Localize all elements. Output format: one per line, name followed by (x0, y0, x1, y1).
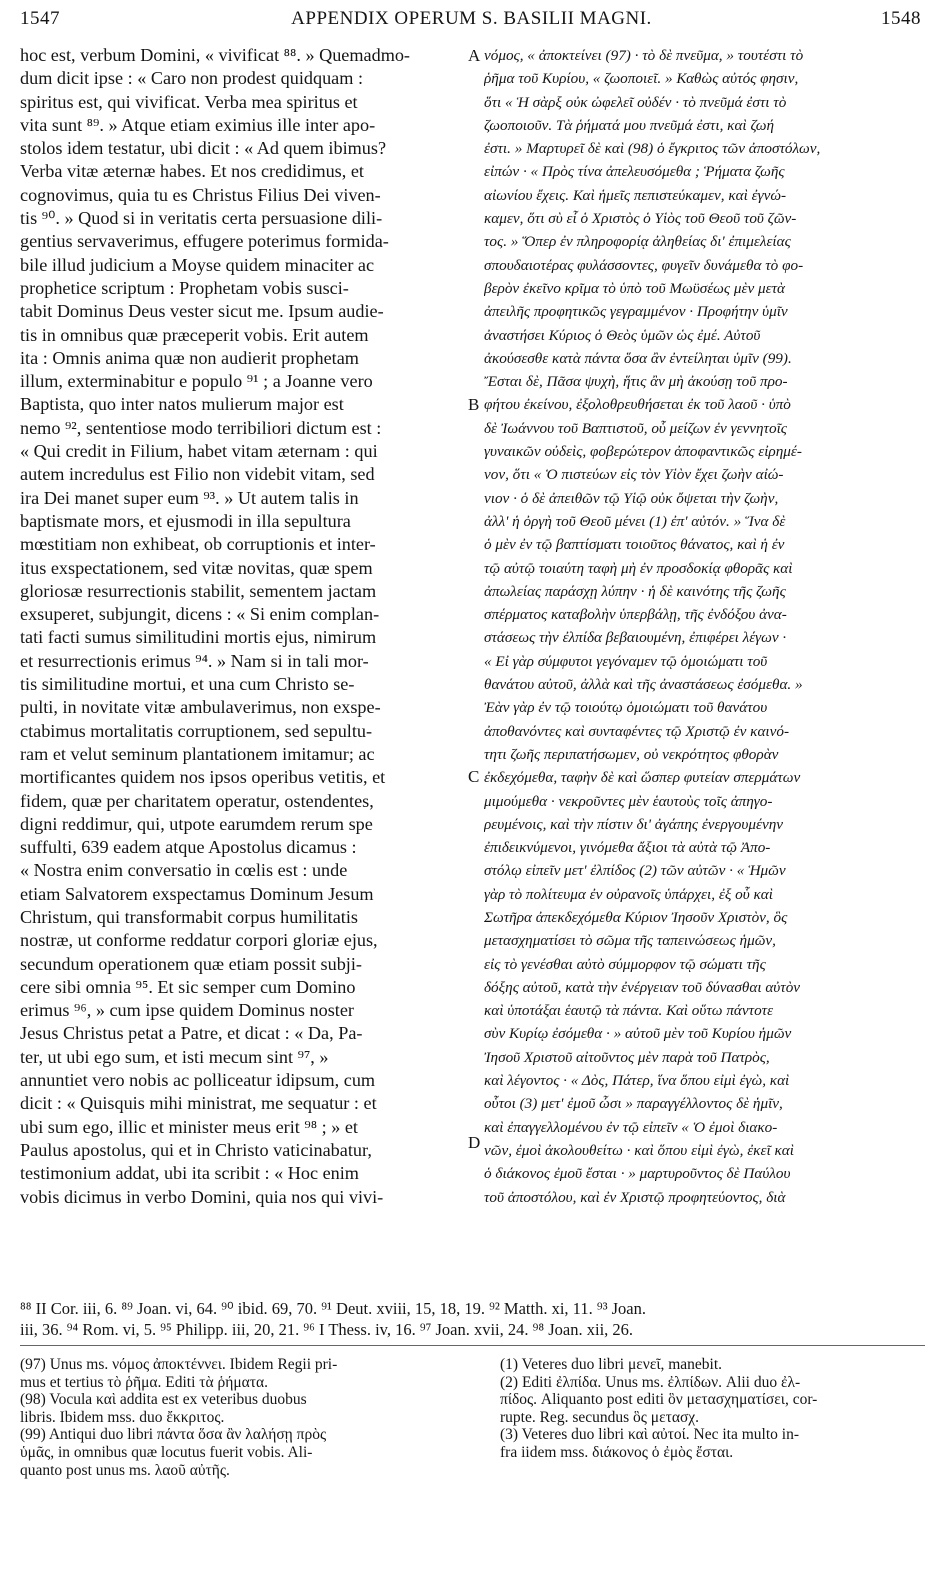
greek-text-line: δόξης αὐτοῦ, κατὰ τὴν ἐνέργειαν τοῦ δύνασθαι αὐτὸν (484, 978, 801, 996)
greek-text-line: σπέρματος καταβολὴν ὑπερβάλῃ, τῆς ἐνδόξου ἀνα- (484, 606, 787, 624)
greek-text-line: Ἰησοῦ Χριστοῦ αἰτοῦντος μὲν παρὰ τοῦ Πατρὸς, (484, 1048, 770, 1066)
greek-text-line: ἀπωλείας παράσχῃ λύπην · ἡ δὲ καινότης τῆς ζωῆς (484, 582, 786, 600)
latin-text-line: baptismate mors, et ejusmodi in illa sepultura (20, 510, 351, 531)
greek-text-line: οὗτοι (3) μετ' ἐμοῦ ὦσι » παραγγέλλοντος δὲ ἡμῖν, (484, 1095, 783, 1113)
note-line: rupte. Reg. secundus ὃς μετασχ. (500, 1408, 700, 1426)
greek-text-line: βερὸν ἐκεῖνο κρῖμα τὸ ὑπὸ τοῦ Μωϋσέως μὲν μετὰ (484, 279, 786, 297)
greek-text-line: ἀπειλῆς προφητικῶς γεγραμμένον · Προφήτην ὑμῖν (484, 303, 788, 321)
greek-text-line: ἐκδεχόμεθα, ταφὴν δὲ καὶ ὥσπερ φυτείαν σπερμάτων (484, 769, 801, 787)
greek-text-line: ἐστι. » Μαρτυρεῖ δὲ καὶ (98) ὁ ἔγκριτος τῶν ἀποστόλων, (484, 140, 821, 158)
latin-text-line: tabit Dominus Deus vester sicut me. Ipsum audie- (20, 301, 384, 322)
greek-text-line: τος. » Ὅπερ ἐν πληροφορίᾳ ἀληθείας δι' ἐπιμελείας (484, 233, 791, 251)
margin-marker-b: B (468, 395, 480, 414)
greek-text-line: φήτου ἐκείνου, ἐξολοθρευθήσεται ἐκ τοῦ λαοῦ · ὑπὸ (484, 396, 791, 414)
greek-text-line: δὲ Ἰωάννου τοῦ Βαπτιστοῦ, οὗ μείζων ἐν γεννητοῖς (484, 419, 787, 437)
note-line: (99) Antiqui duo libri πάντα ὅσα ἂν λαλήσῃ πρὸς (20, 1426, 327, 1444)
greek-text-line: νον, ὅτι « Ὁ πιστεύων εἰς τὸν Υἱὸν ἔχει ζωὴν αἰώ- (484, 466, 784, 484)
greek-text-line: ὅτι « Ἡ σὰρξ οὐκ ὠφελεῖ οὐδέν · τὸ πνεῦμά ἐστι τὸ (484, 93, 787, 111)
latin-text-line: mortificantes quidem nos ipsos operibus vetitis, et (20, 767, 386, 788)
note-line: ὑμᾶς, in omnibus quæ locutus fuerit vobis. Ali- (20, 1443, 313, 1461)
latin-text-line: ram et velut seminum plantationem imitamur; ac (20, 743, 375, 764)
note-line: libris. Ibidem mss. duo ἔκκριτος. (20, 1408, 225, 1426)
latin-text-line: dum dicit ipse : « Caro non prodest quidquam : (20, 68, 363, 89)
latin-text-line: itus exspectationem, sed vitæ novitas, quæ spem (20, 557, 373, 578)
latin-text-line: nemo ⁹², sententiose modo terribiliori dictum est : (20, 417, 382, 438)
latin-text-line: secundum operationem quæ etiam possit subji- (20, 953, 362, 974)
greek-text-line: ἀποθανόντες καὶ συνταφέντες τῷ Χριστῷ ἐν καινό- (484, 722, 790, 740)
latin-text-line: cere sibi omnia ⁹⁵. Et sic semper cum Domino (20, 976, 356, 997)
greek-text-line: Ἐὰν γὰρ ἐν τῷ τοιούτῳ ὁμοιώματι τοῦ θανάτου (484, 699, 768, 717)
margin-marker-c: C (468, 767, 480, 786)
margin-marker-d: D (468, 1133, 481, 1152)
greek-text-line: γὰρ τὸ πολίτευμα ἐν οὐρανοῖς ὑπάρχει, ἐξ οὗ καὶ (484, 885, 773, 903)
latin-text-line: cognovimus, quia tu es Christus Filius Dei viven- (20, 184, 381, 205)
latin-text-line: gloriosæ resurrectionis stabilit, sementem jactam (20, 580, 377, 601)
latin-text-line: fidem, quæ per charitatem operatur, ostendentes, (20, 790, 374, 811)
latin-text-line: « Qui credit in Filium, habet vitam æternam : qui (20, 441, 378, 462)
greek-text-line: μιμούμεθα · νεκροῦντες μὲν ἑαυτοὺς τοῖς ἀπηγο- (484, 792, 773, 810)
note-line: (98) Vocula καὶ addita est ex veteribus duobus (20, 1391, 307, 1409)
latin-text-line: Paulus apostolus, qui et in Christo vaticinabatur, (20, 1139, 372, 1160)
scripture-reference-line: iii, 36. ⁹⁴ Rom. vi, 5. ⁹⁵ Philipp. iii, 20, 21. ⁹⁶ I Thess. iv, 16. ⁹⁷ Joan. xvii, 24. ⁹⁸ Joan. xii, 26. (20, 1320, 634, 1339)
greek-text-line: σπουδαιοτέρας φυλάσσοντες, φυγεῖν δυνάμεθα τὸ φο- (484, 256, 804, 274)
greek-text-line: στάσεως τὴν ἐλπίδα βεβαιουμένη, ἐπιφέρει λέγων · (484, 629, 787, 647)
latin-text-line: hoc est, verbum Domini, « vivificat ⁸⁸. » Quemadmo- (20, 45, 410, 65)
greek-text-line: εἰς τὸ γενέσθαι αὐτὸ σύμμορφον τῷ σώματι τῆς (484, 955, 766, 973)
greek-text-line: αἰωνίου ἔχεις. Καὶ ἡμεῖς πεπιστεύκαμεν, καὶ ἐγνώ- (484, 186, 787, 204)
note-line: (2) Editi ἐλπίδα. Unus ms. ἐλπίδων. Alii duo ἐλ- (500, 1373, 801, 1391)
scripture-reference-line: ⁸⁸ II Cor. iii, 6. ⁸⁹ Joan. vi, 64. ⁹⁰ ibid. 69, 70. ⁹¹ Deut. xviii, 15, 18, 19. ⁹² Matth. xi, 11. ⁹³ Joan. (20, 1299, 647, 1318)
latin-text-line: testimonium addat, ubi ita scribit : « Hoc enim (20, 1163, 359, 1184)
greek-text-line: τοῦ ἀποστόλου, καὶ ἐν Χριστῷ προφητεύοντος, διὰ (484, 1188, 786, 1206)
latin-text-line: ter, ut ubi ego sum, et isti mecum sint ⁹⁷, » (20, 1046, 329, 1067)
greek-text-line: ὁ διάκονος ἐμοῦ ἔσται · » μαρτυροῦντος δὲ Παύλου (484, 1165, 791, 1183)
latin-text-line: dicit : « Quisquis mihi ministrat, me sequatur : et (20, 1093, 377, 1114)
running-title: APPENDIX OPERUM S. BASILII MAGNI. (291, 8, 652, 29)
latin-text-line: Jesus Christus petat a Patre, et dicat : « Da, Pa- (20, 1023, 363, 1044)
latin-text-line: gentius servaverimus, effugere poterimus formida- (20, 231, 389, 252)
latin-text-line: illum, exterminabitur e populo ⁹¹ ; a Joanne vero (20, 371, 373, 392)
latin-text-line: vita sunt ⁸⁹. » Atque etiam eximius ille inter apo- (20, 114, 376, 135)
note-line: fra iidem mss. διάκονος ὁ ἐμὸς ἔσται. (500, 1443, 734, 1461)
latin-text-line: Christum, qui transformabit corpus humilitatis (20, 906, 358, 927)
notes-right-column (500, 1356, 930, 1462)
greek-text-line: καὶ λέγοντος · « Δὸς, Πάτερ, ἵνα ὅπου εἰμὶ ἐγὼ, καὶ (484, 1072, 790, 1090)
notes-left-column (20, 1356, 470, 1479)
greek-text-line: ἀκούσεσθε κατὰ πάντα ὅσα ἂν ἐντείληται ὑμῖν (99). (484, 349, 792, 367)
margin-marker-a: A (468, 46, 481, 65)
latin-text-line: pulti, in novitate vitæ ambulaverimus, non exspe- (20, 697, 381, 718)
greek-text-line: « Εἰ γὰρ σύμφυτοι γεγόναμεν τῷ ὁμοιώματι τοῦ (484, 652, 768, 670)
latin-column (20, 44, 464, 1209)
latin-text-line: vobis dicimus in verbo Domini, quia nos qui vivi- (20, 1186, 384, 1207)
latin-text-line: tis in omnibus quæ præceperit vobis. Erit autem (20, 324, 369, 345)
latin-text-line: exsuperet, subjungit, dicens : « Si enim complan- (20, 604, 380, 625)
greek-text-line: καμεν, ὅτι σὺ εἶ ὁ Χριστὸς ὁ Υἱὸς τοῦ Θεοῦ τοῦ ζῶν- (484, 210, 797, 228)
scripture-references (20, 1298, 930, 1340)
latin-text-line: nostræ, ut conforme reddatur corpori gloriæ ejus, (20, 930, 378, 951)
greek-text-line: ὁ μὲν ἐν τῷ βαπτίσματι τοιοῦτος θάνατος, καὶ ἡ ἐν (484, 536, 785, 554)
note-line: quanto post unus ms. λαοῦ αὐτῆς. (20, 1461, 230, 1479)
latin-text-line: bile illud judicium a Moyse quidem minaciter ac (20, 254, 375, 275)
greek-text-line: καὶ ἐπαγγελλομένου ἐν τῷ εἰπεῖν « Ὁ ἐμοὶ διακο- (484, 1118, 778, 1136)
latin-text-line: Baptista, quo inter natos mulierum major est (20, 394, 344, 415)
greek-text-line: σὺν Κυρίῳ ἐσόμεθα · » αὐτοῦ μὲν τοῦ Κυρίου ἡμῶν (484, 1025, 792, 1043)
note-line: mus et tertius τὸ ῥῆμα. Editi τὰ ῥήματα. (20, 1373, 268, 1391)
latin-text-line: ira Dei manet super eum ⁹³. » Ut autem talis in (20, 487, 359, 508)
greek-text-line: ἐπιδεικνύμενοι, γινόμεθα ἄξιοι τὰ αὐτὰ τῷ Ἀπο- (484, 839, 771, 857)
greek-text-line: Ἔσται δὲ, Πᾶσα ψυχὴ, ἥτις ἂν μὴ ἀκούσῃ τοῦ προ- (484, 373, 788, 391)
right-page-number: 1548 (881, 8, 921, 29)
latin-text-line: tis ⁹⁰. » Quod si in veritatis certa persuasione dili- (20, 208, 383, 229)
latin-text-line: etiam Salvatorem exspectamus Dominum Jesum (20, 883, 374, 904)
latin-text-line: annuntiet vero nobis ac polliceatur idipsum, cum (20, 1070, 376, 1091)
note-line: (3) Veteres duo libri καὶ αὐτοί. Nec ita multo in- (500, 1426, 799, 1444)
greek-text-line: γυναικῶν οὐδεὶς, φοβερώτερον ἀποφαντικῶς εἰρημέ- (484, 443, 802, 461)
greek-text-line: ἀναστήσει Κύριος ὁ Θεὸς ὑμῶν ὡς ἐμέ. Αὐτοῦ (484, 326, 761, 344)
latin-text-line: ctabimus mortalitatis corruptionem, sed sepultu- (20, 720, 373, 741)
latin-text-line: « Nostra enim conversatio in cœlis est : unde (20, 860, 348, 881)
greek-text-line: εἰπών · « Πρὸς τίνα ἀπελευσόμεθα ; Ῥήματα ζωῆς (484, 163, 785, 181)
latin-text-line: suffulti, 639 eadem atque Apostolus dicamus : (20, 837, 357, 858)
greek-text-line: ῥῆμα τοῦ Κυρίου, « ζωοποιεῖ. » Καθὼς αὐτός φησιν, (484, 70, 799, 88)
latin-text-line: tati facti sumus similitudini mortis ejus, nimirum (20, 627, 377, 648)
greek-text-line: καὶ ὑποτάξαι ἑαυτῷ τὰ πάντα. Καὶ οὕτω πάντοτε (484, 1002, 774, 1020)
latin-text-line: spiritus est, qui vivificat. Verba mea spiritus et (20, 91, 358, 112)
note-line: (97) Unus ms. νόμος ἀποκτέννει. Ibidem Regii pri- (20, 1356, 338, 1373)
greek-text-line: νῶν, ἐμοὶ ἀκολουθείτω · καὶ ὅπου εἰμὶ ἐγὼ, ἐκεῖ καὶ (484, 1141, 794, 1159)
greek-text-line: θανάτου αὐτοῦ, ἀλλὰ καὶ τῆς ἀναστάσεως ἐσόμεθα. » (484, 676, 803, 694)
footnote-divider (20, 1345, 925, 1346)
latin-text-line: tis similitudine mortui, et una cum Christo se- (20, 674, 355, 695)
greek-text-line: τητι ζωῆς περιπατήσωμεν, οὐ νεκρότητος φθορὰν (484, 745, 779, 763)
greek-text-line: νόμος, « ἀποκτείνει (97) · τὸ δὲ πνεῦμα, » τουτέστι τὸ (484, 47, 804, 64)
latin-text-line: et resurrectionis erimus ⁹⁴. » Nam si in tali mor- (20, 650, 369, 671)
latin-text-line: ita : Omnis anima quæ non audierit prophetam (20, 347, 359, 368)
note-line: πίδος. Aliquanto post editi ὃν μετασχηματίσει, cor- (500, 1391, 818, 1409)
left-page-number: 1547 (20, 8, 60, 29)
greek-text-line: νιον · ὁ δὲ ἀπειθῶν τῷ Υἱῷ οὐκ ὄψεται τὴν ζωὴν, (484, 489, 779, 507)
greek-text-line: ζωοποιοῦν. Τὰ ῥήματά μου πνεῦμά ἐστι, καὶ ζωή (484, 116, 774, 134)
greek-column (484, 44, 924, 1209)
latin-text-line: ubi sum ego, illic et minister meus erit ⁹⁸ ; » et (20, 1116, 358, 1137)
greek-text-line: τῷ αὐτῷ τοιαύτη ταφὴ μὴ ἐν προσδοκίᾳ φθορᾶς καὶ (484, 559, 793, 577)
latin-text-line: prophetice scriptum : Prophetam vobis susci- (20, 277, 349, 298)
greek-text-line: ἀλλ' ἡ ὀργὴ τοῦ Θεοῦ μένει (1) ἐπ' αὐτόν. » Ἵνα δὲ (484, 512, 786, 530)
latin-text-line: stolos idem testatur, ubi dicit : « Ad quem ibimus? (20, 138, 387, 159)
note-line: (1) Veteres duo libri μενεῖ, manebit. (500, 1356, 723, 1373)
greek-text-line: Σωτῆρα ἀπεκδεχόμεθα Κύριον Ἰησοῦν Χριστὸν, ὃς (484, 908, 788, 926)
latin-text-line: autem incredulus est Filio non videbit vitam, sed (20, 464, 375, 485)
greek-text-line: ρευμένοις, καὶ τὴν πίστιν δι' ἀγάπης ἐνεργουμένην (484, 815, 783, 833)
latin-text-line: digni reddimur, qui, utpote earumdem rerum spe (20, 813, 373, 834)
greek-text-line: στόλῳ εἰπεῖν μετ' ἐλπίδος (2) τῶν αὐτῶν · « Ἡμῶν (484, 862, 786, 880)
latin-text-line: Verba vitæ æternæ habes. Et nos credidimus, et (20, 161, 364, 182)
latin-text-line: erimus ⁹⁶, » cum ipse quidem Dominus noster (20, 1000, 354, 1021)
latin-text-line: mœstitiam non exhibeat, ob corruptionis et inter- (20, 534, 376, 555)
greek-text-line: μετασχηματίσει τὸ σῶμα τῆς ταπεινώσεως ἡμῶν, (484, 932, 776, 950)
